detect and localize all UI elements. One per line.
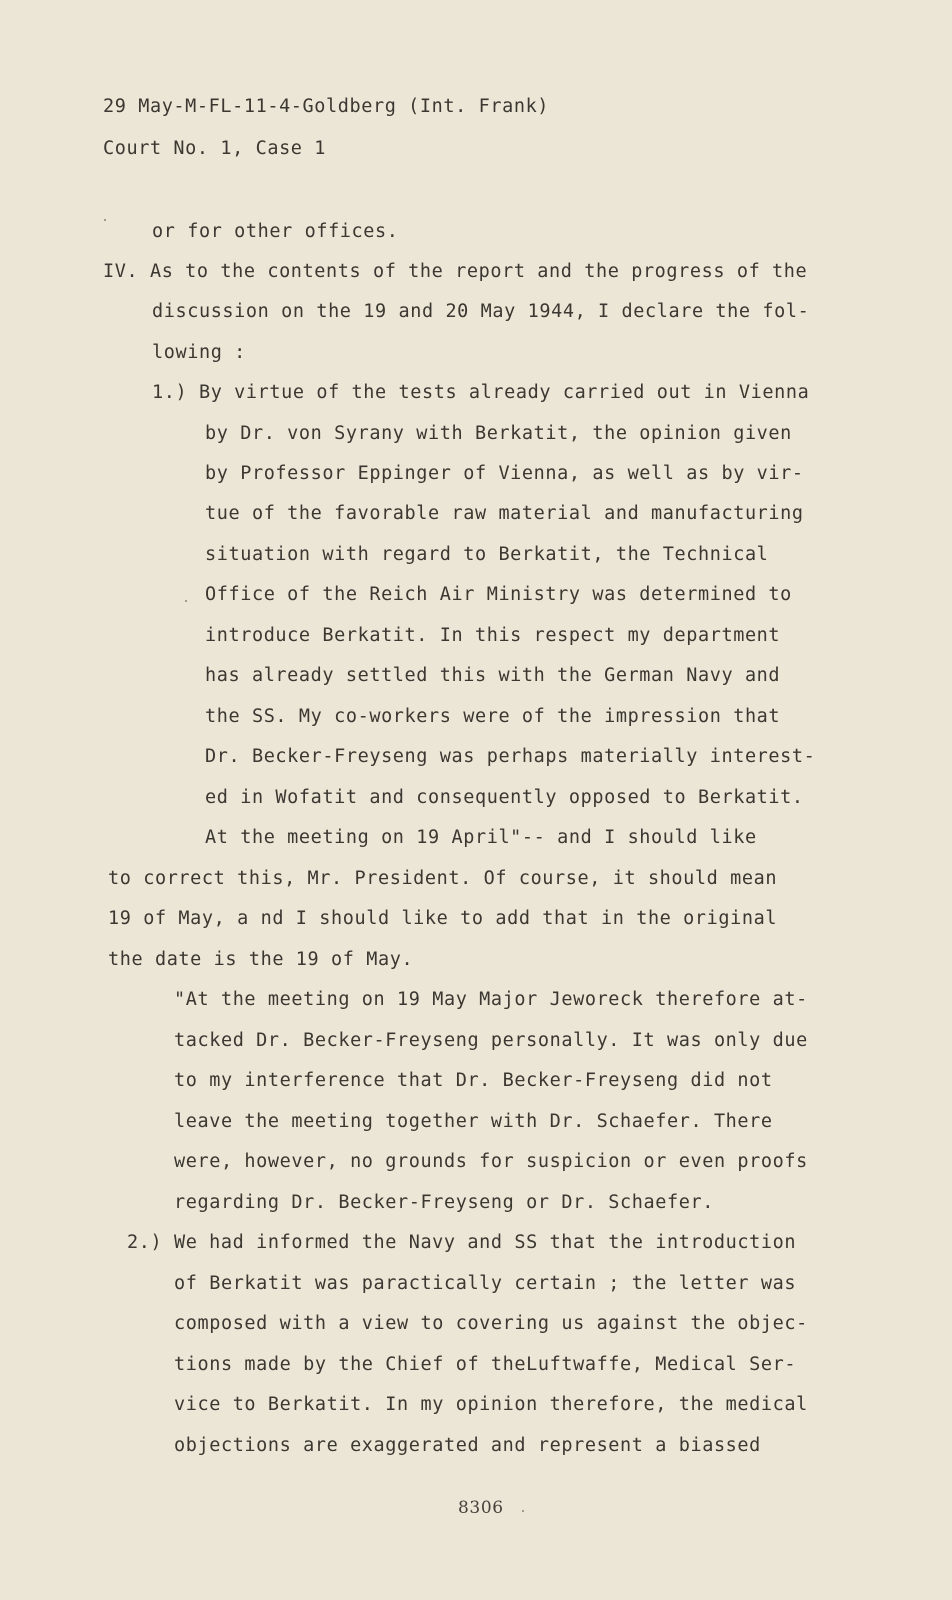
text-line: "At the meeting on 19 May Major Jeworeck therefore at- bbox=[174, 989, 808, 1010]
text-line: regarding Dr. Becker-Freyseng or Dr. Schaefer. bbox=[174, 1192, 714, 1213]
text-line: leave the meeting together with Dr. Schaefer. There bbox=[174, 1111, 773, 1132]
text-line: the SS. My co-workers were of the impression that bbox=[205, 706, 781, 727]
text-line: of Berkatit was paractically certain ; the letter was bbox=[174, 1273, 797, 1294]
text-line: has already settled this with the German Navy and bbox=[205, 665, 781, 686]
paper-speck bbox=[185, 600, 187, 602]
text-line: tacked Dr. Becker-Freyseng personally. It was only due bbox=[174, 1030, 808, 1051]
text-line: discussion on the 19 and 20 May 1944, I declare the fol- bbox=[152, 301, 810, 322]
text-line: tue of the favorable raw material and manufacturing bbox=[205, 503, 804, 524]
text-line: Office of the Reich Air Ministry was determined to bbox=[205, 584, 792, 605]
text-line: to correct this, Mr. President. Of course, it should mean bbox=[108, 868, 778, 889]
text-line: the date is the 19 of May. bbox=[108, 949, 414, 970]
text-line: At the meeting on 19 April"-- and I should like bbox=[205, 827, 757, 848]
paper-speck bbox=[522, 1510, 524, 1512]
text-line: by Dr. von Syrany with Berkatit, the opinion given bbox=[205, 423, 792, 444]
text-line: IV. As to the contents of the report and the progress of the bbox=[103, 261, 808, 282]
text-line: were, however, no grounds for suspicion or even proofs bbox=[174, 1151, 808, 1172]
text-line: 2.) We had informed the Navy and SS that the introduction bbox=[127, 1232, 797, 1253]
text-line: lowing : bbox=[152, 342, 246, 363]
header-line-1: 29 May-M-FL-11-4-Goldberg (Int. Frank) bbox=[103, 96, 550, 117]
text-line: introduce Berkatit. In this respect my department bbox=[205, 625, 781, 646]
text-line: ed in Wofatit and consequently opposed to Berkatit. bbox=[205, 787, 804, 808]
text-line: Dr. Becker-Freyseng was perhaps materially interest- bbox=[205, 746, 816, 767]
text-line: vice to Berkatit. In my opinion therefore, the medical bbox=[174, 1394, 808, 1415]
paper-speck bbox=[104, 219, 106, 221]
header-line-2: Court No. 1, Case 1 bbox=[103, 138, 327, 159]
text-line: situation with regard to Berkatit, the Technical bbox=[205, 544, 769, 565]
text-line: 19 of May, a nd I should like to add that in the original bbox=[108, 908, 778, 929]
text-line: 1.) By virtue of the tests already carried out in Vienna bbox=[152, 382, 810, 403]
text-line: objections are exaggerated and represent a biassed bbox=[174, 1435, 761, 1456]
text-line: by Professor Eppinger of Vienna, as well as by vir- bbox=[205, 463, 804, 484]
text-line: to my interference that Dr. Becker-Freyseng did not bbox=[174, 1070, 773, 1091]
page-number: 8306 bbox=[458, 1498, 504, 1518]
text-line: or for other offices. bbox=[152, 221, 399, 242]
text-line: composed with a view to covering us against the objec- bbox=[174, 1313, 808, 1334]
text-line: tions made by the Chief of theLuftwaffe, Medical Ser- bbox=[174, 1354, 797, 1375]
